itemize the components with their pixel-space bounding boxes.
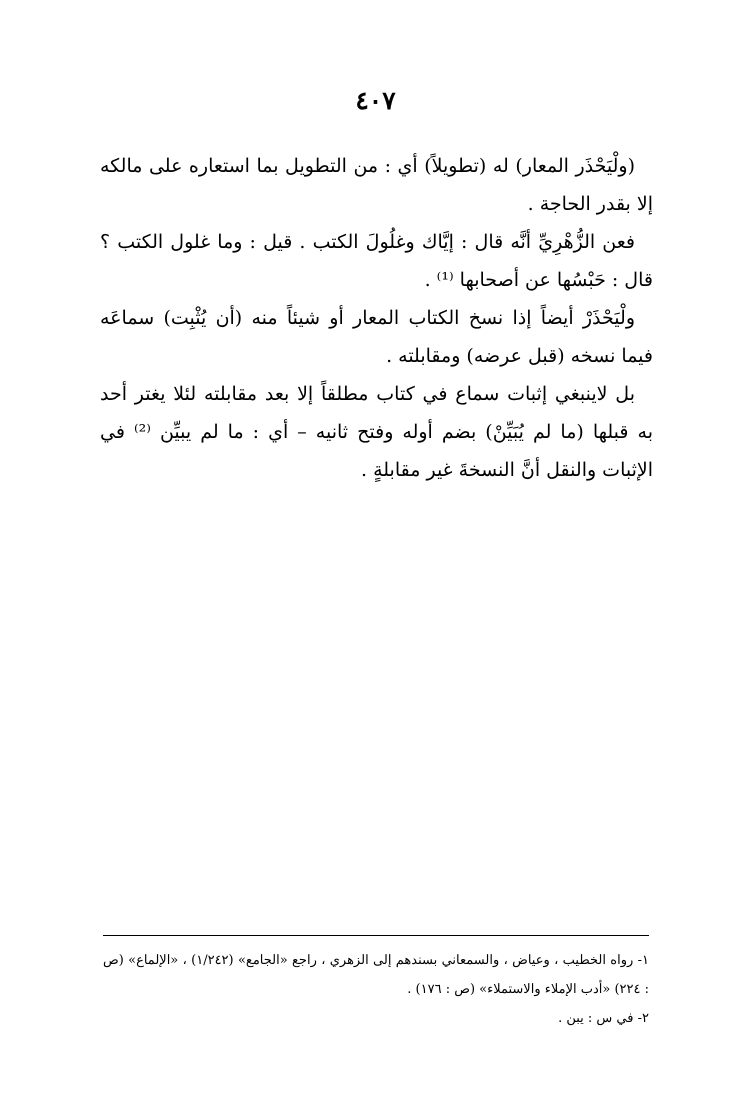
paragraph: (ولْيَحْذَر المعار) له (تطويلاً) أي : من التطويل بما استعاره على مالكه إلا بقدر الحاجة . <box>100 155 653 215</box>
main-text <box>100 147 653 489</box>
paragraph: فعن الزُّهْرِيِّ أنَّه قال : إيَّاك وغلُولَ الكتب . قيل : وما غلول الكتب ؟ قال : حَبْسُها عن أصحابها ⁽¹⁾ . <box>100 231 653 291</box>
footnotes <box>103 946 649 1033</box>
paragraph: ولْيَحْذَرْ أيضاً إذا نسخ الكتاب المعار أو شيئاً منه (أن يُثْبِت) سماعَه فيما نسخه (قبل عرضه) ومقابلته . <box>100 307 653 367</box>
footnote-divider <box>103 935 649 936</box>
footnote: ٢- في س : يبن . <box>558 1011 649 1026</box>
page-number: ٤٠٧ <box>355 86 396 115</box>
footnote: ١- رواه الخطيب ، وعياض ، والسمعاني بسندهم إلى الزهري ، راجع «الجامع» (١/٢٤٢) ، «الإلماع» (ص : ٢٢٤) «أدب الإملاء والاستملاء» (ص : ١٧٦) . <box>103 953 649 997</box>
paragraph: بل لاينبغي إثبات سماع في كتاب مطلقاً إلا بعد مقابلته لئلا يغتر أحد به قبلها (ما لم يُبَيِّنْ) بضم أوله وفتح ثانيه – أي : ما لم يبيِّن ⁽²⁾ في الإثبات والنقل أنَّ النسخةَ غير مقابلةٍ . <box>100 383 653 481</box>
